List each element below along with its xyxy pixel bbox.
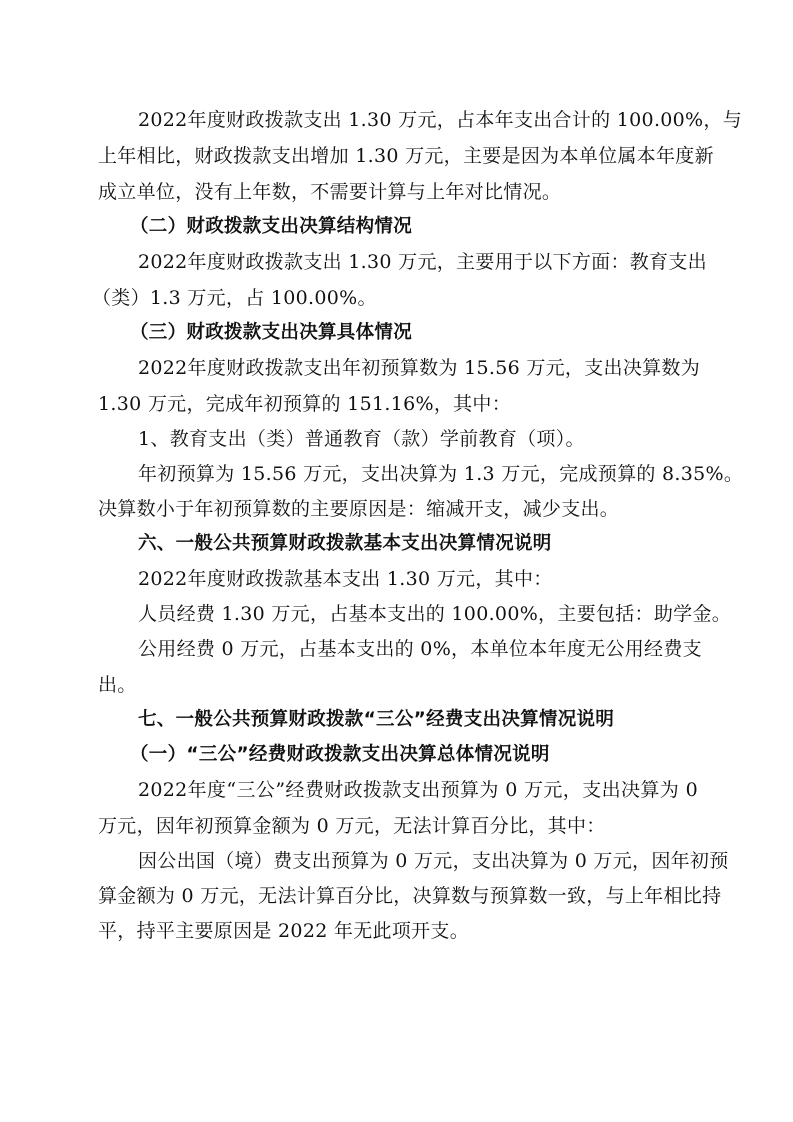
section-heading: 六、一般公共预算财政拨款基本支出决算情况说明 bbox=[138, 533, 552, 554]
paragraph-line: 2022年度财政拨款基本支出 1.30 万元，其中： bbox=[138, 568, 553, 590]
paragraph-line: 成立单位，没有上年数，不需要计算与上年对比情况。 bbox=[98, 181, 562, 203]
paragraph-line: 年初预算为 15.56 万元，支出决算为 1.3 万元，完成预算的 8.35%。 bbox=[138, 463, 744, 485]
paragraph-line: 出。 bbox=[98, 674, 137, 696]
paragraph-line: 算金额为 0 万元，无法计算百分比，决算数与预算数一致，与上年相比持 bbox=[98, 885, 722, 907]
paragraph-line: 2022年度财政拨款支出年初预算数为 15.56 万元，支出决算数为 bbox=[138, 357, 701, 379]
paragraph-line: 公用经费 0 万元，占基本支出的 0%，本单位本年度无公用经费支 bbox=[138, 638, 702, 660]
paragraph-line: 平，持平主要原因是 2022 年无此项开支。 bbox=[98, 920, 470, 942]
paragraph-line: 因公出国（境）费支出预算为 0 万元，支出决算为 0 万元，因年初预 bbox=[138, 850, 729, 872]
paragraph-line: （类）1.3 万元，占 100.00%。 bbox=[92, 287, 377, 309]
paragraph-line: 万元，因年初预算金额为 0 万元，无法计算百分比，其中： bbox=[98, 815, 606, 837]
paragraph-line: 2022年度“三公”经费财政拨款支出预算为 0 万元，支出决算为 0 bbox=[138, 779, 698, 801]
section-heading: （三）财政拨款支出决算具体情况 bbox=[130, 322, 413, 343]
section-heading: （二）财政拨款支出决算结构情况 bbox=[130, 216, 413, 237]
section-heading: 七、一般公共预算财政拨款“三公”经费支出决算情况说明 bbox=[138, 709, 615, 730]
paragraph-line: 上年相比，财政拨款支出增加 1.30 万元，主要是因为本单位属本年度新 bbox=[98, 145, 714, 167]
paragraph-line: 2022年度财政拨款支出 1.30 万元，占本年支出合计的 100.00%，与 bbox=[138, 109, 743, 131]
paragraph-line: 人员经费 1.30 万元，占基本支出的 100.00%，主要包括：助学金。 bbox=[138, 603, 732, 625]
paragraph-line: 1.30 万元，完成年初预算的 151.16%，其中： bbox=[98, 393, 512, 415]
paragraph-line: 2022年度财政拨款支出 1.30 万元，主要用于以下方面：教育支出 bbox=[138, 251, 707, 273]
section-heading: （一）“三公”经费财政拨款支出决算总体情况说明 bbox=[130, 744, 550, 765]
paragraph-line: 1、教育支出（类）普通教育（款）学前教育（项）。 bbox=[138, 428, 585, 450]
paragraph-line: 决算数小于年初预算数的主要原因是：缩减开支，减少支出。 bbox=[98, 498, 620, 520]
